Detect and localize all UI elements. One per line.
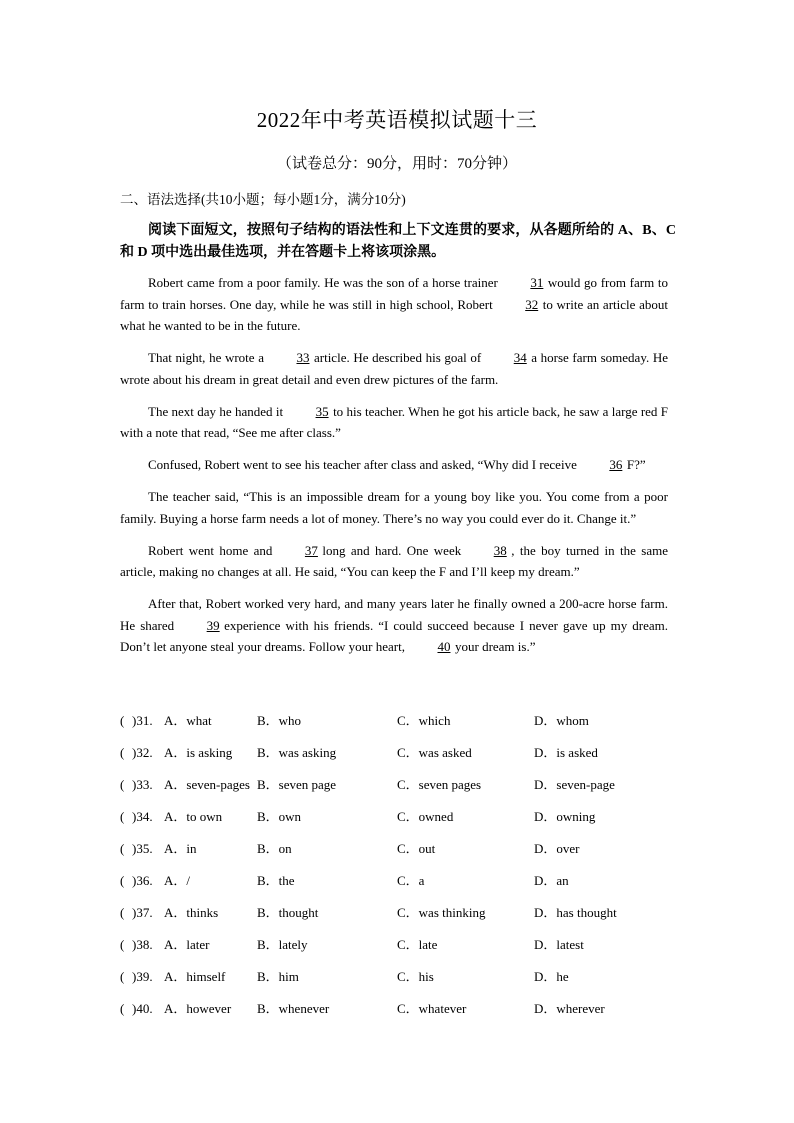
answer-paren: ( — [120, 745, 125, 760]
option-b: B．him — [257, 969, 299, 984]
option-b: B．lately — [257, 937, 308, 952]
question-number: )34. — [132, 809, 153, 824]
option-b: B．seven page — [257, 777, 337, 792]
blank-35: 35 — [315, 403, 329, 419]
answer-paren: ( — [120, 969, 125, 984]
passage-text: to his teacher. When he got his article back, he saw a large red F with a note that read, “See me after class.” — [120, 403, 668, 440]
option-d: D．has thought — [534, 905, 617, 920]
option-c: C．was asked — [397, 745, 472, 760]
answer-paren: ( — [120, 937, 125, 952]
passage-paragraph-2 — [120, 347, 668, 390]
option-b: B．own — [257, 809, 302, 824]
passage-text: a horse farm someday. He wrote about his dream in great detail and even drew pictures of the farm. — [120, 350, 669, 387]
page-title: 2022年中考英语模拟试题十三 — [256, 108, 538, 132]
passage-text: F?” — [626, 457, 646, 472]
question-number: )36. — [132, 873, 153, 888]
question-number: )35. — [132, 841, 153, 856]
passage-text: , the boy turned in the same article, making no changes at all. He said, “You can keep the F and I’ll keep my dream.” — [120, 542, 668, 579]
option-c: C．late — [397, 937, 438, 952]
option-c: C．his — [397, 969, 434, 984]
option-b: B．the — [257, 873, 295, 888]
question-row — [120, 775, 680, 807]
answer-paren: ( — [120, 809, 125, 824]
answer-paren: ( — [120, 873, 125, 888]
blank-34: 34 — [513, 350, 527, 365]
question-row — [120, 711, 680, 743]
answer-paren: ( — [120, 841, 125, 856]
passage-text: The teacher said, “This is an impossible dream for a young boy like you. You come from a poor family. Buying a horse farm needs a lot of money. There’s no way you could ever do it. Change it.” — [120, 489, 668, 526]
question-list — [120, 711, 680, 1031]
answer-paren: ( — [120, 905, 125, 920]
passage-text: experience with his friends. “I could succeed because I never gave up my dream. Don’t let anyone steal your dreams. Follow your heart, — [120, 617, 668, 654]
question-row — [120, 935, 680, 967]
question-row — [120, 967, 680, 999]
question-row — [120, 999, 680, 1031]
option-d: D．over — [534, 841, 580, 856]
question-number: )32. — [132, 745, 153, 760]
option-a: A．is asking — [164, 745, 233, 760]
question-number: )37. — [132, 905, 153, 920]
option-d: D．latest — [534, 937, 584, 952]
passage-text: Confused, Robert went to see his teacher after class and asked, “Why did I receive — [148, 457, 577, 472]
option-c: C．out — [397, 841, 436, 856]
passage-text: Robert came from a poor family. He was the son of a horse trainer — [148, 275, 498, 290]
passage-paragraph-4 — [120, 454, 668, 476]
option-c: C．seven pages — [397, 777, 482, 792]
option-a: A．what — [164, 713, 212, 728]
option-c: C．was thinking — [397, 905, 486, 920]
option-b: B．thought — [257, 905, 319, 920]
option-a: A．however — [164, 1001, 232, 1016]
passage-text: That night, he wrote a — [148, 350, 264, 365]
option-d: D．an — [534, 873, 569, 888]
question-number: )39. — [132, 969, 153, 984]
blank-39: 39 — [206, 617, 220, 633]
answer-paren: ( — [120, 1001, 125, 1016]
option-b: B．who — [257, 713, 302, 728]
blank-32: 32 — [525, 296, 539, 312]
option-a: A．seven-pages — [164, 777, 250, 792]
passage-text: would go from farm to farm to train horses. One day, while he was still in high school, Robert — [120, 275, 669, 312]
section-heading: 二、语法选择(共10小题；每小题1分，满分10分) — [120, 192, 406, 207]
option-b: B．whenever — [257, 1001, 330, 1016]
answer-paren: ( — [120, 713, 125, 728]
question-number: )31. — [132, 713, 153, 728]
passage-text: The next day he handed it — [148, 403, 284, 419]
option-c: C．a — [397, 873, 425, 888]
option-d: D．wherever — [534, 1001, 605, 1016]
passage-paragraph-1 — [120, 272, 668, 337]
passage-paragraph-7 — [120, 593, 668, 658]
option-d: D．he — [534, 969, 569, 984]
blank-33: 33 — [296, 350, 310, 365]
answer-paren: ( — [120, 777, 125, 792]
option-a: A．to own — [164, 809, 223, 824]
passage-text: long and hard. One week — [322, 542, 462, 558]
passage-text: After that, Robert worked very hard, and many years later he finally owned a 200-acre horse farm. He shared — [120, 596, 668, 633]
option-c: C．owned — [397, 809, 454, 824]
option-a: A．later — [164, 937, 210, 952]
option-b: B．on — [257, 841, 292, 856]
question-number: )33. — [132, 777, 153, 792]
passage-text: to write an article about what he wanted to be in the future. — [120, 296, 668, 333]
passage-text: your dream is.” — [454, 639, 536, 654]
blank-37: 37 — [304, 542, 318, 558]
question-row — [120, 839, 680, 871]
question-row — [120, 903, 680, 935]
passage-paragraph-5 — [120, 486, 668, 529]
option-a: A．/ — [164, 873, 191, 888]
exam-info: （试卷总分：90分，用时：70分钟） — [276, 156, 517, 172]
passage-paragraph-3 — [120, 401, 668, 444]
option-d: D．owning — [534, 809, 596, 824]
passage-text: Robert went home and — [148, 542, 273, 558]
option-c: C．which — [397, 713, 451, 728]
question-row — [120, 743, 680, 775]
passage-paragraph-6 — [120, 540, 668, 583]
option-b: B．was asking — [257, 745, 337, 760]
reading-passage — [120, 272, 668, 668]
option-d: D．seven-page — [534, 777, 615, 792]
blank-36: 36 — [609, 457, 623, 472]
question-number: )40. — [132, 1001, 153, 1016]
option-a: A．thinks — [164, 905, 219, 920]
blank-38: 38 — [493, 542, 507, 558]
option-a: A．himself — [164, 969, 226, 984]
blank-31: 31 — [530, 275, 544, 290]
option-d: D．whom — [534, 713, 589, 728]
passage-text: article. He described his goal of — [313, 350, 482, 365]
option-d: D．is asked — [534, 745, 598, 760]
question-row — [120, 807, 680, 839]
question-number: )38. — [132, 937, 153, 952]
option-c: C．whatever — [397, 1001, 467, 1016]
instruction-text: 阅读下面短文，按照句子结构的语法性和上下文连贯的要求，从各题所给的 A、B、C 和 D 项中选出最佳选项，并在答题卡上将该项涂黑。 — [120, 223, 676, 260]
blank-40: 40 — [437, 639, 451, 654]
question-row — [120, 871, 680, 903]
option-a: A．in — [164, 841, 197, 856]
